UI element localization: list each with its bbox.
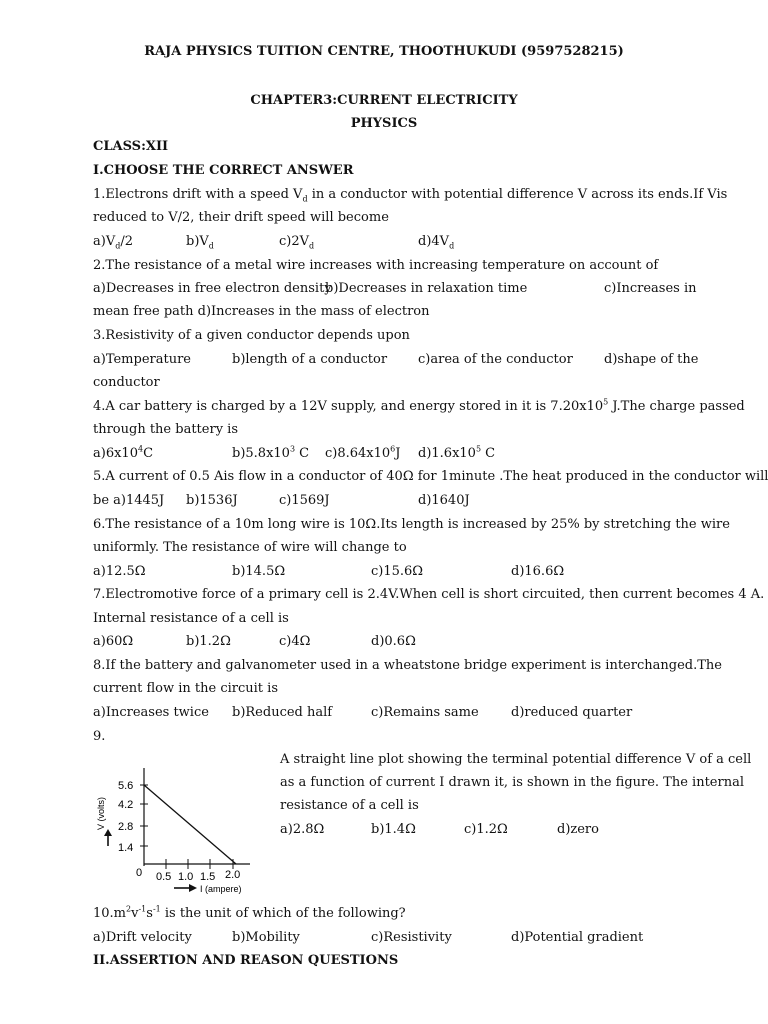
- q9-option-a: a)2.8Ω: [280, 822, 325, 837]
- y-tick-label: 4.2: [118, 799, 134, 811]
- q10-option-a: a)Drift velocity: [93, 930, 192, 945]
- vi-data-line: [144, 785, 236, 864]
- q1-option-b: $b)V_d$: [186, 234, 214, 251]
- q3-option-a: a)Temperature: [93, 352, 191, 367]
- q8-option-d: d)reduced quarter: [511, 705, 633, 720]
- q2-text-line1: 2.The resistance of a metal wire increases with increasing temperature on account of: [93, 258, 659, 273]
- institute-header: RAJA PHYSICS TUITION CENTRE, THOOTHUKUDI (9597528215): [144, 44, 624, 59]
- q2-text-line3: mean free path d)Increases in the mass of electron: [93, 304, 430, 319]
- q2-option-c: c)Increases in: [604, 281, 697, 296]
- q8-option-a: a)Increases twice: [93, 705, 209, 720]
- q1-option-c: $c)2V_d$: [279, 234, 315, 251]
- q7-text-line1: 7.Electromotive force of a primary cell is 2.4V.When cell is short circuited, then current becomes 4 A.: [93, 587, 765, 602]
- q9-text-line3: resistance of a cell is: [280, 798, 419, 813]
- q5-option-a: be a)1445J: [93, 493, 165, 508]
- q7-option-a: a)60Ω: [93, 634, 134, 649]
- q4-text-line2: through the battery is: [93, 422, 238, 437]
- q7-option-c: c)4Ω: [279, 634, 311, 649]
- q3-text-line3: conductor: [93, 375, 160, 390]
- x-tick-label: 1.5: [200, 871, 216, 883]
- q4-text-line1: 4.A car battery is charged by a 12V supply, and energy stored in it is $7.20x10^5$ J.The charge passed: [93, 397, 745, 414]
- q9-option-d: d)zero: [557, 822, 599, 837]
- q10-option-c: c)Resistivity: [371, 930, 452, 945]
- q8-text-line1: 8.If the battery and galvanometer used in a wheatstone bridge experiment is interchanged.The: [93, 658, 722, 673]
- q7-option-b: b)1.2Ω: [186, 634, 231, 649]
- q10-option-d: d)Potential gradient: [511, 930, 644, 945]
- q3-option-c: c)area of the conductor: [418, 352, 573, 367]
- section-title-assertion: II.ASSERTION AND REASON QUESTIONS: [93, 953, 399, 968]
- y-tick-label: 1.4: [118, 842, 134, 854]
- chapter-title: CHAPTER3:CURRENT ELECTRICITY: [250, 93, 518, 108]
- q8-text-line2: current flow in the circuit is: [93, 681, 278, 696]
- y-axis-label: V (volts): [96, 796, 106, 830]
- q5-option-d: d)1640J: [418, 493, 470, 508]
- subject-title: PHYSICS: [350, 116, 418, 131]
- q1-option-a: $a)V_d/2$: [93, 234, 133, 251]
- q6-option-c: c)15.6Ω: [371, 564, 424, 579]
- x-axis-arrowhead-icon: [189, 884, 197, 892]
- q6-option-d: d)16.6Ω: [511, 564, 565, 579]
- q3-text-line1: 3.Resistivity of a given conductor depends upon: [93, 328, 410, 343]
- q4-option-b: $b)5.8x10^3$ C: [232, 444, 310, 461]
- q5-option-b: b)1536J: [186, 493, 238, 508]
- q10-option-b: b)Mobility: [232, 930, 300, 945]
- q1-option-d: $d)4V_d$: [418, 234, 455, 251]
- q6-option-b: b)14.5Ω: [232, 564, 286, 579]
- q8-option-b: b)Reduced half: [232, 705, 333, 720]
- q1-text-line2: reduced to V/2, their drift speed will become: [93, 210, 389, 225]
- q9-number: 9.: [93, 729, 106, 744]
- q9-text-line2: as a function of current I drawn it, is shown in the figure. The internal: [280, 775, 744, 790]
- q5-text-line1: 5.A current of 0.5 Ais flow in a conductor of 40Ω for 1minute .The heat produced in the conductor will: [93, 469, 768, 484]
- x-tick-label: 2.0: [225, 869, 241, 881]
- q9-text-line1: A straight line plot showing the terminal potential difference V of a cell: [280, 752, 752, 767]
- q10-text-line1: $10.m^2v^{-1}s^{-1}$ is the unit of which of the following?: [93, 904, 406, 921]
- q9-option-b: b)1.4Ω: [371, 822, 416, 837]
- x-tick-label: 0: [136, 867, 143, 879]
- x-axis-label: I (ampere): [200, 884, 242, 894]
- q3-option-d: d)shape of the: [604, 352, 699, 367]
- q4-option-c: $c)8.64x10^6J$: [325, 444, 401, 461]
- y-tick-label: 5.6: [118, 780, 134, 792]
- q1-text-line1: 1.Electrons drift with a speed $V_d$ in a conductor with potential difference V across its ends.If Vis: [93, 187, 728, 204]
- q3-option-b: b)length of a conductor: [232, 352, 388, 367]
- q7-option-d: d)0.6Ω: [371, 634, 416, 649]
- q8-option-c: c)Remains same: [371, 705, 479, 720]
- q7-text-line2: Internal resistance of a cell is: [93, 611, 289, 626]
- q9-vi-graph: [90, 748, 260, 898]
- q4-option-a: $a)6x10^4C$: [93, 444, 154, 461]
- y-tick-label: 2.8: [118, 821, 134, 833]
- q2-option-a: a)Decreases in free electron density: [93, 281, 332, 296]
- section-title-choose: I.CHOOSE THE CORRECT ANSWER: [93, 163, 354, 178]
- x-tick-label: 1.0: [178, 871, 194, 883]
- class-label: CLASS:XII: [93, 139, 169, 154]
- q6-text-line1: 6.The resistance of a 10m long wire is 10Ω.Its length is increased by 25% by stretching the wire: [93, 517, 730, 532]
- q9-option-c: c)1.2Ω: [464, 822, 508, 837]
- q5-option-c: c)1569J: [279, 493, 330, 508]
- q6-text-line2: uniformly. The resistance of wire will change to: [93, 540, 407, 555]
- q4-option-d: $d)1.6x10^5$ C: [418, 444, 496, 461]
- x-tick-label: 0.5: [156, 871, 172, 883]
- q6-option-a: a)12.5Ω: [93, 564, 146, 579]
- q2-option-b: b)Decreases in relaxation time: [325, 281, 528, 296]
